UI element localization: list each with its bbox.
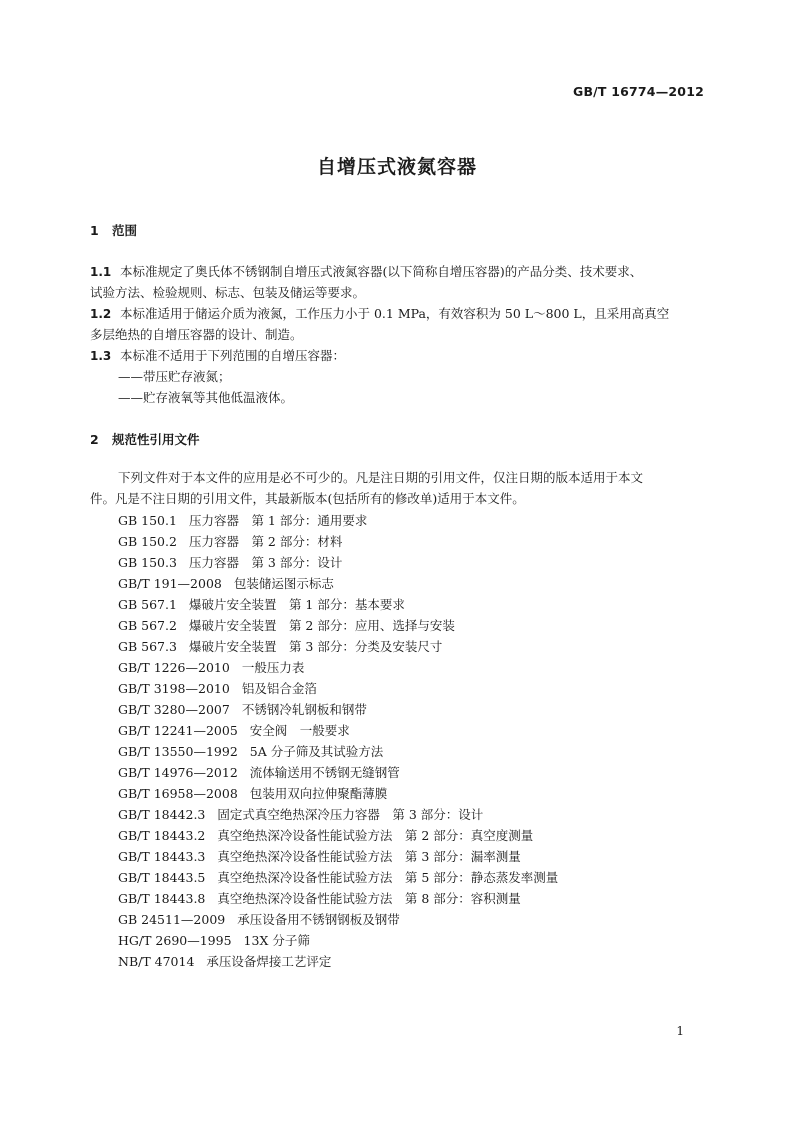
clause-number: 1.2: [90, 307, 112, 321]
reference-title: 铝及铝合金箔: [241, 681, 317, 696]
reference-code: GB 567.3: [118, 639, 177, 654]
clause-text: 多层绝热的自增压容器的设计、制造。: [90, 327, 303, 342]
reference-title: 流体输送用不锈钢无缝钢管: [249, 765, 400, 780]
reference-item: [118, 783, 558, 804]
clause-text: 试验方法、检验规则、标志、包装及储运等要求。: [90, 285, 366, 300]
reference-item: [118, 573, 558, 594]
reference-code: GB/T 18443.2: [118, 828, 206, 843]
reference-code: GB/T 191—2008: [118, 576, 222, 591]
reference-code: HG/T 2690—1995: [118, 933, 232, 948]
clause-number: 1.3: [90, 349, 112, 363]
clause-text: 本标准规定了奥氏体不锈钢制自增压式液氮容器(以下简称自增压容器)的产品分类、技术要求、: [120, 264, 643, 279]
reference-code: GB 150.2: [118, 534, 177, 549]
document-title: 自增压式液氮容器: [316, 156, 477, 178]
clause-1-1: [90, 261, 705, 303]
reference-code: GB/T 16958—2008: [118, 786, 238, 801]
reference-title: 真空绝热深冷设备性能试验方法 第 5 部分：静态蒸发率测量: [217, 870, 559, 885]
reference-code: GB 150.3: [118, 555, 177, 570]
section-number: 2: [90, 432, 99, 447]
section-title: 规范性引用文件: [112, 432, 200, 447]
reference-code: GB 567.1: [118, 597, 177, 612]
reference-item: [118, 930, 558, 951]
reference-item: [118, 615, 558, 636]
reference-title: 压力容器 第 2 部分：材料: [188, 534, 343, 549]
reference-title: 真空绝热深冷设备性能试验方法 第 8 部分：容积测量: [217, 891, 521, 906]
reference-code: GB 150.1: [118, 513, 177, 528]
reference-item: [118, 657, 558, 678]
reference-title: 爆破片安全装置 第 2 部分：应用、选择与安装: [188, 618, 455, 633]
reference-item: [118, 951, 558, 972]
reference-code: GB/T 1226—2010: [118, 660, 230, 675]
clause-number: 1.1: [90, 265, 112, 279]
reference-item: [118, 741, 558, 762]
reference-title: 真空绝热深冷设备性能试验方法 第 2 部分：真空度测量: [217, 828, 534, 843]
reference-title: 13X 分子筛: [243, 933, 310, 948]
reference-code: GB/T 3198—2010: [118, 681, 230, 696]
clause-1-3: [90, 345, 705, 408]
reference-code: GB/T 18443.3: [118, 849, 206, 864]
reference-item: [118, 762, 558, 783]
reference-item: [118, 531, 558, 552]
reference-code: GB/T 18443.5: [118, 870, 206, 885]
section-heading-scope: [90, 221, 137, 239]
section-heading-normative: [90, 430, 200, 448]
reference-item: [118, 909, 558, 930]
reference-code: GB/T 18442.3: [118, 807, 206, 822]
reference-code: GB 24511—2009: [118, 912, 226, 927]
reference-title: 5A 分子筛及其试验方法: [249, 744, 384, 759]
reference-title: 爆破片安全装置 第 3 部分：分类及安装尺寸: [188, 639, 443, 654]
page-number: 1: [676, 1024, 684, 1038]
section-title: 范围: [112, 223, 138, 238]
reference-item: [118, 552, 558, 573]
intro-text: 下列文件对于本文件的应用是必不可少的。凡是注日期的引用文件，仅注日期的版本适用于本文: [118, 470, 644, 485]
reference-code: NB/T 47014: [118, 954, 195, 969]
reference-title: 承压设备用不锈钢钢板及钢带: [237, 912, 400, 927]
reference-item: [118, 636, 558, 657]
reference-title: 压力容器 第 1 部分：通用要求: [188, 513, 368, 528]
reference-item: [118, 888, 558, 909]
reference-item: [118, 678, 558, 699]
reference-title: 真空绝热深冷设备性能试验方法 第 3 部分：漏率测量: [217, 849, 521, 864]
list-item: ——带压贮存液氮；: [118, 369, 231, 384]
reference-code: GB/T 12241—2005: [118, 723, 238, 738]
reference-title: 一般压力表: [241, 660, 305, 675]
reference-title: 包装储运图示标志: [233, 576, 334, 591]
reference-item: [118, 804, 558, 825]
reference-title: 压力容器 第 3 部分：设计: [188, 555, 343, 570]
reference-code: GB/T 18443.8: [118, 891, 206, 906]
reference-title: 安全阀 一般要求: [249, 723, 350, 738]
reference-code: GB/T 3280—2007: [118, 702, 230, 717]
clause-text: 本标准适用于储运介质为液氮，工作压力小于 0.1 MPa，有效容积为 50 L～800 L，且采用高真空: [120, 306, 670, 321]
reference-item: [118, 699, 558, 720]
reference-item: [118, 720, 558, 741]
reference-item: [118, 594, 558, 615]
reference-code: GB/T 14976—2012: [118, 765, 238, 780]
reference-title: 承压设备焊接工艺评定: [206, 954, 332, 969]
clause-1-2: [90, 303, 705, 345]
clause-text: 本标准不适用于下列范围的自增压容器：: [120, 348, 346, 363]
reference-code: GB 567.2: [118, 618, 177, 633]
reference-title: 爆破片安全装置 第 1 部分：基本要求: [188, 597, 405, 612]
reference-title: 不锈钢冷轧钢板和钢带: [241, 702, 367, 717]
normative-intro: [90, 467, 705, 509]
reference-code: GB/T 13550—1992: [118, 744, 238, 759]
reference-item: [118, 846, 558, 867]
reference-item: [118, 825, 558, 846]
reference-item: [118, 867, 558, 888]
intro-text: 件。凡是不注日期的引用文件，其最新版本(包括所有的修改单)适用于本文件。: [90, 491, 525, 506]
standard-code: GB/T 16774—2012: [572, 84, 704, 99]
reference-title: 固定式真空绝热深冷压力容器 第 3 部分：设计: [217, 807, 484, 822]
section-number: 1: [90, 223, 99, 238]
reference-list: [118, 510, 558, 972]
reference-item: [118, 510, 558, 531]
reference-title: 包装用双向拉伸聚酯薄膜: [249, 786, 388, 801]
list-item: ——贮存液氧等其他低温液体。: [118, 390, 294, 405]
